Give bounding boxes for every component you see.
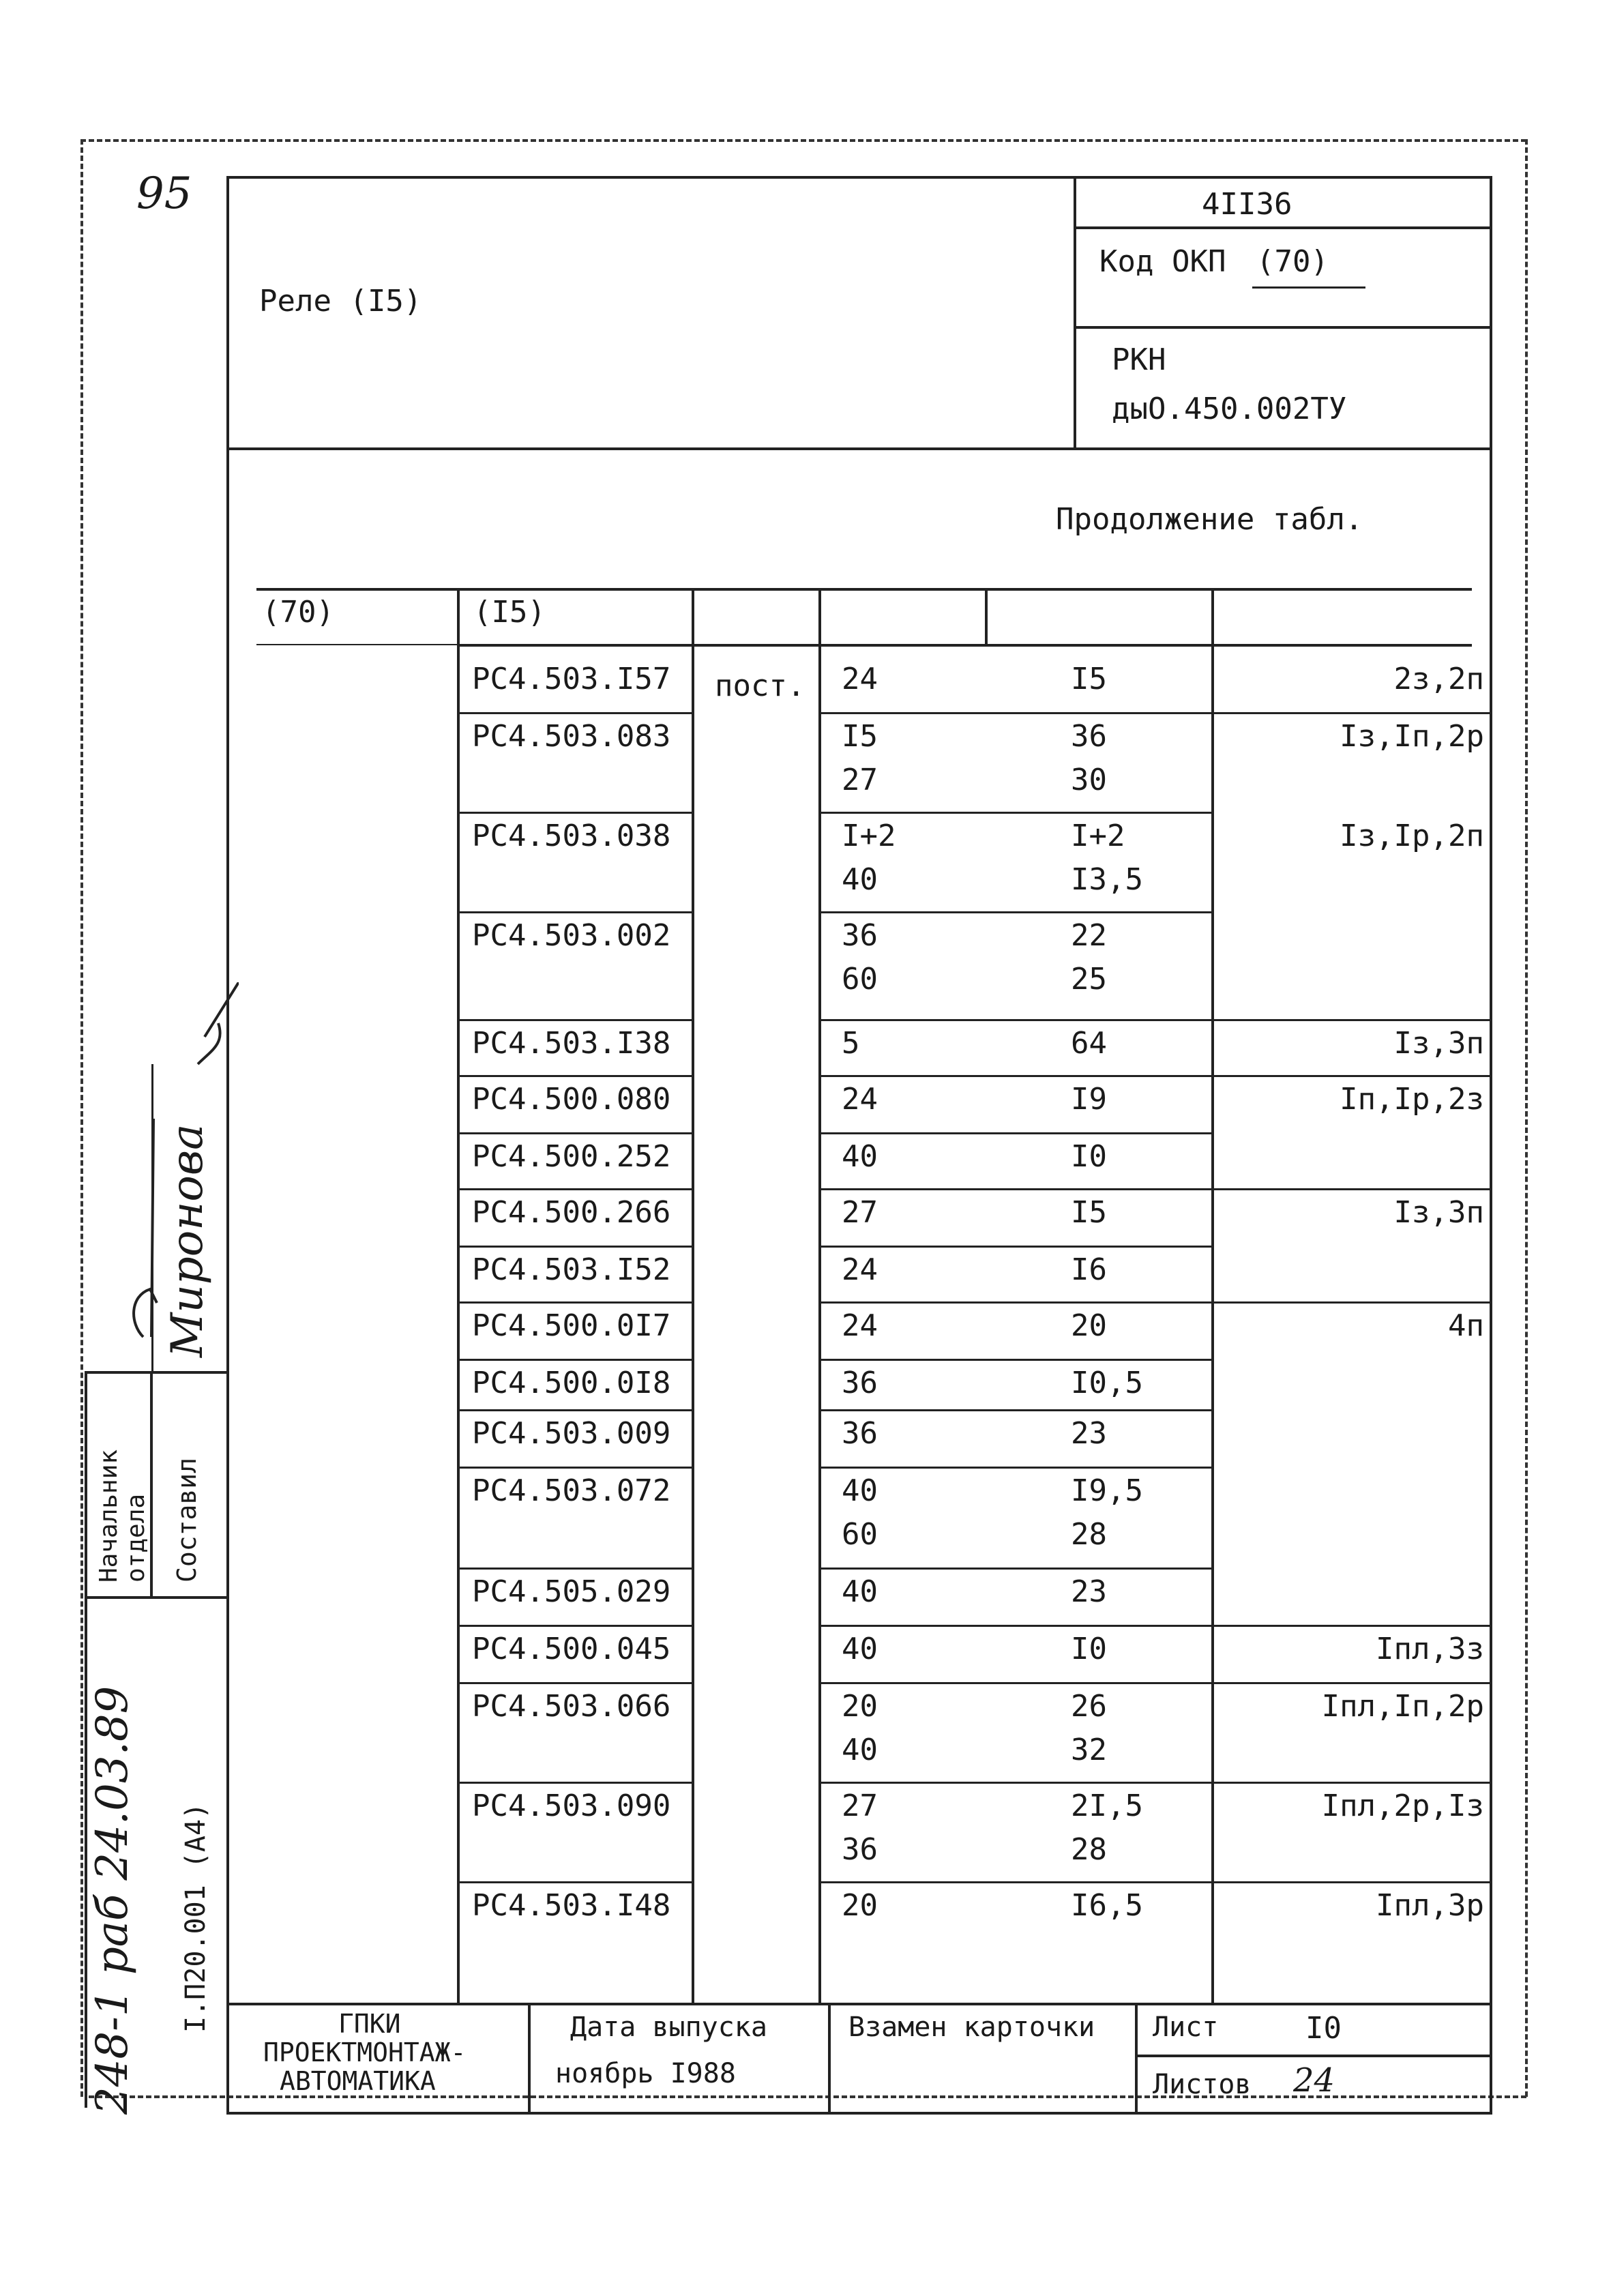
row-separator <box>458 1188 693 1190</box>
row-value-2: 22 25 <box>1071 918 1107 997</box>
okp-underline <box>1252 286 1365 289</box>
row-separator <box>458 1246 693 1248</box>
row-separator <box>458 1682 693 1684</box>
margin-line-mid <box>150 1371 153 1596</box>
supply-kind: пост. <box>715 668 806 703</box>
main-frame-top <box>228 176 1491 179</box>
row-value-1: 27 36 <box>842 1789 878 1867</box>
row-separator-values <box>820 1682 1213 1684</box>
outer-frame-top <box>80 139 1526 142</box>
signature-name: Миронова <box>162 1123 213 1357</box>
col-line-2 <box>692 588 694 2005</box>
row-separator <box>458 1625 693 1627</box>
row-separator <box>458 1409 693 1411</box>
row-contacts: Iпл,3р <box>1376 1888 1484 1923</box>
row-value-2: 64 <box>1071 1026 1107 1061</box>
row-separator-values <box>820 1625 1213 1627</box>
row-value-1: 24 <box>842 1252 878 1287</box>
continuation-label: Продолжение табл. <box>1056 502 1363 537</box>
footer-top-line <box>226 2003 1492 2005</box>
row-separator-contacts <box>1213 712 1490 714</box>
issue-date-value: ноябрь I988 <box>555 2058 736 2089</box>
row-contacts: Iпл,3з <box>1376 1632 1484 1666</box>
row-type: РС4.503.I52 <box>472 1252 671 1287</box>
row-value-1: 27 <box>842 1195 878 1230</box>
row-value-2: 26 32 <box>1071 1689 1107 1767</box>
row-separator-contacts <box>1213 1019 1490 1021</box>
inv-number: 248-1 раб 24.03.89 <box>87 1686 138 2115</box>
row-type: РС4.503.I48 <box>472 1888 671 1923</box>
row-separator-values <box>820 812 1213 814</box>
row-separator-values <box>820 1467 1213 1469</box>
row-type: РС4.500.0I7 <box>472 1308 671 1343</box>
col-line-4 <box>985 588 988 645</box>
row-value-2: 20 <box>1071 1308 1107 1343</box>
row-value-2: I0 <box>1071 1139 1107 1174</box>
row-value-2: I+2 I3,5 <box>1071 819 1143 897</box>
row-type: РС4.500.045 <box>472 1632 671 1666</box>
row-separator-values <box>820 1246 1213 1248</box>
row-type: РС4.503.090 <box>472 1789 671 1823</box>
sheet-label: Лист <box>1153 2012 1219 2043</box>
footer-div-1 <box>528 2003 531 2113</box>
row-value-1: 24 <box>842 1082 878 1117</box>
document-title: Реле (I5) <box>259 284 422 319</box>
replace-card-label: Взамен карточки <box>848 2012 1095 2043</box>
sheet-value: I0 <box>1305 2011 1342 2046</box>
rkn-document: дыО.450.002ТУ <box>1112 392 1347 426</box>
row-separator-contacts <box>1213 1782 1490 1784</box>
row-separator <box>458 1881 693 1883</box>
header-divider <box>1074 176 1076 449</box>
row-type: РС4.503.I38 <box>472 1026 671 1061</box>
row-separator-values <box>820 911 1213 913</box>
row-separator-contacts <box>1213 1625 1490 1627</box>
okp-value: (70) <box>1256 244 1329 279</box>
row-contacts: Iпл,2р,Iз <box>1321 1789 1484 1823</box>
footer-div-2 <box>828 2003 831 2113</box>
row-type: РС4.500.252 <box>472 1139 671 1174</box>
col-header-okp: (70) <box>262 595 334 630</box>
header-bottom-line <box>226 447 1492 450</box>
row-separator-values <box>820 1075 1213 1077</box>
row-value-1: 24 <box>842 662 878 696</box>
row-type: РС4.500.0I8 <box>472 1366 671 1400</box>
row-value-2: I0 <box>1071 1632 1107 1666</box>
okp-label: Код ОКП <box>1099 244 1226 279</box>
row-separator-values <box>820 1782 1213 1784</box>
row-contacts: 4п <box>1448 1308 1484 1343</box>
row-separator-values <box>820 712 1213 714</box>
main-frame-right <box>1490 176 1492 2115</box>
row-separator <box>458 1359 693 1361</box>
row-type: РС4.503.002 <box>472 918 671 953</box>
row-separator-contacts <box>1213 1075 1490 1077</box>
row-contacts: Iз,3п <box>1393 1026 1484 1061</box>
row-value-2: I6,5 <box>1071 1888 1143 1923</box>
row-contacts: 2з,2п <box>1393 662 1484 696</box>
row-separator-values <box>820 1359 1213 1361</box>
row-separator-values <box>820 1881 1213 1883</box>
row-value-2: I5 <box>1071 662 1107 696</box>
row-separator-values <box>820 1301 1213 1304</box>
row-separator <box>458 1075 693 1077</box>
dept-head-label: Начальник отдела <box>95 1449 150 1583</box>
issue-date-label: Дата выпуска <box>570 2012 767 2043</box>
row-separator <box>458 1467 693 1469</box>
row-separator <box>458 1132 693 1134</box>
row-value-1: 36 <box>842 1416 878 1451</box>
col-line-3 <box>818 588 821 2005</box>
signature-marks <box>102 982 239 1378</box>
row-separator-contacts <box>1213 1188 1490 1190</box>
row-separator <box>458 1782 693 1784</box>
product-code: 4II36 <box>1202 187 1292 222</box>
row-separator <box>458 1568 693 1570</box>
row-value-2: I6 <box>1071 1252 1107 1287</box>
row-type: РС4.500.080 <box>472 1082 671 1117</box>
row-contacts: Iз,Iр,2п <box>1340 819 1484 853</box>
row-separator <box>458 712 693 714</box>
row-value-1: 5 <box>842 1026 860 1061</box>
row-separator-values <box>820 1132 1213 1134</box>
col-line-5 <box>1211 588 1214 2005</box>
row-value-2: I0,5 <box>1071 1366 1143 1400</box>
row-value-1: 40 <box>842 1574 878 1609</box>
row-separator <box>458 812 693 814</box>
row-value-1: 40 <box>842 1632 878 1666</box>
row-value-2: I9,5 28 <box>1071 1473 1143 1552</box>
margin-line-bottom <box>85 1596 228 1599</box>
row-type: РС4.503.083 <box>472 719 671 754</box>
main-frame-bottom <box>226 2112 1492 2115</box>
row-separator <box>458 911 693 913</box>
row-separator-values <box>820 1188 1213 1190</box>
table-header-bottom-left <box>256 645 458 648</box>
row-value-1: 40 60 <box>842 1473 878 1552</box>
row-value-1: I5 27 <box>842 719 878 797</box>
row-type: РС4.503.038 <box>472 819 671 853</box>
row-type: РС4.503.009 <box>472 1416 671 1451</box>
row-type: РС4.500.266 <box>472 1195 671 1230</box>
header-code-line <box>1074 226 1491 229</box>
row-value-2: I5 <box>1071 1195 1107 1230</box>
row-separator-values <box>820 1019 1213 1021</box>
footer-sheet-line <box>1135 2055 1492 2057</box>
row-type: РС4.503.066 <box>472 1689 671 1724</box>
org-line-2: ПРОЕКТМОНТАЖ- <box>263 2037 467 2067</box>
row-contacts: Iз,3п <box>1393 1195 1484 1230</box>
row-separator <box>458 1301 693 1304</box>
row-separator-contacts <box>1213 1301 1490 1304</box>
header-okp-line <box>1074 326 1491 329</box>
row-type: РС4.505.029 <box>472 1574 671 1609</box>
org-line-3: АВТОМАТИКА <box>280 2066 436 2096</box>
sheets-label: Листов <box>1153 2069 1252 2100</box>
row-contacts: Iпл,Iп,2р <box>1321 1689 1484 1724</box>
row-value-2: 2I,5 28 <box>1071 1789 1143 1867</box>
row-separator-contacts <box>1213 1682 1490 1684</box>
outer-frame-right <box>1525 139 1528 2097</box>
col-line-1 <box>457 588 460 2005</box>
row-value-1: 36 60 <box>842 918 878 997</box>
rkn-label: РКН <box>1112 342 1166 377</box>
row-value-1: 20 <box>842 1888 878 1923</box>
row-value-1: I+2 40 <box>842 819 896 897</box>
row-value-1: 24 <box>842 1308 878 1343</box>
row-type: РС4.503.072 <box>472 1473 671 1508</box>
row-separator-contacts <box>1213 1881 1490 1883</box>
row-value-2: 36 30 <box>1071 719 1107 797</box>
row-separator <box>458 1019 693 1021</box>
row-type: РС4.503.I57 <box>472 662 671 696</box>
row-contacts: Iп,Iр,2з <box>1340 1082 1484 1117</box>
doc-code: I.П20.001 (А4) <box>180 1802 211 2033</box>
row-value-1: 40 <box>842 1139 878 1174</box>
table-header-top <box>256 588 1472 591</box>
row-separator-values <box>820 1409 1213 1411</box>
compiler-label: Составил <box>172 1457 202 1583</box>
outer-frame-left <box>80 139 83 2097</box>
row-value-2: 23 <box>1071 1416 1107 1451</box>
row-value-2: I9 <box>1071 1082 1107 1117</box>
col-header-type: (I5) <box>473 595 546 630</box>
org-line-1: ГПКИ <box>338 2009 401 2039</box>
row-contacts: Iз,Iп,2р <box>1340 719 1484 754</box>
row-value-1: 20 40 <box>842 1689 878 1767</box>
row-separator-values <box>820 1568 1213 1570</box>
sheets-value: 24 <box>1293 2061 1335 2100</box>
row-value-1: 36 <box>842 1366 878 1400</box>
row-value-2: 23 <box>1071 1574 1107 1609</box>
page-number-handwritten: 95 <box>136 168 192 219</box>
footer-div-3 <box>1135 2003 1138 2113</box>
